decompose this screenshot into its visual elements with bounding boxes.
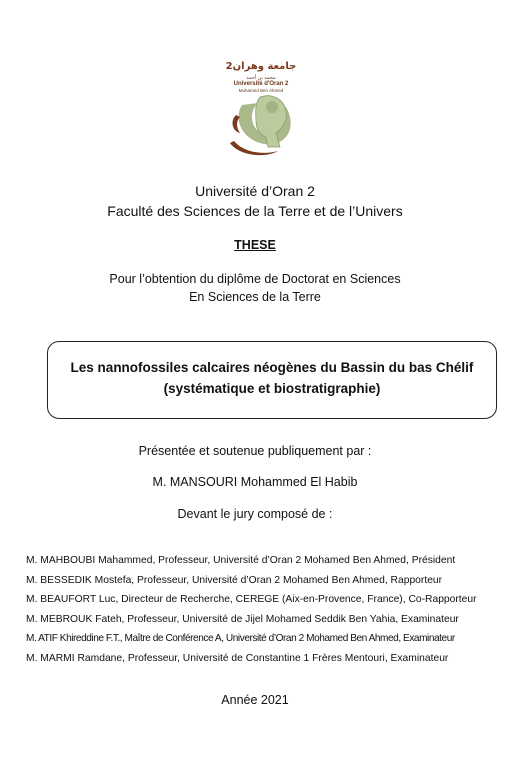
purpose-line-2: En Sciences de la Terre [189, 290, 321, 304]
jury-member: M. MEBROUK Fateh, Professeur, Université de Jijel Mohamed Seddik Ben Yahia, Examinateur [26, 613, 459, 625]
faculty-name: Faculté des Sciences de la Terre et de l’Univers [107, 203, 403, 219]
year-label: Année 2021 [221, 693, 289, 707]
jury-member: M. ATIF Khireddine F.T., Maître de Conférence A, Université d’Oran 2 Mohamed Ben Ahmed, Examinateur [26, 633, 455, 645]
university-name: Université d’Oran 2 [195, 183, 315, 199]
jury-member: M. BEAUFORT Luc, Directeur de Recherche, CEREGE (Aix-en-Provence, France), Co-Rapporteur [26, 594, 477, 606]
jury-member: M. BESSEDIK Mostefa, Professeur, Université d’Oran 2 Mohamed Ben Ahmed, Rapporteur [26, 574, 443, 586]
author-name: M. MANSOURI Mohammed El Habib [152, 475, 358, 489]
presented-by-label: Présentée et soutenue publiquement par : [138, 444, 372, 458]
jury-member: M. MARMI Ramdane, Professeur, Université de Constantine 1 Frères Mentouri, Examinateur [26, 652, 449, 664]
these-heading: THESE [234, 238, 276, 252]
thesis-title-box [47, 341, 497, 419]
logo-univ-label: Université d'Oran 2 [233, 81, 289, 87]
thesis-title-line-2: (systématique et biostratigraphie) [163, 381, 381, 396]
purpose-line-1: Pour l’obtention du diplôme de Doctorat en Sciences [109, 272, 401, 286]
university-logo [220, 55, 302, 160]
logo-ben-ahmed-label: Mohamed Ben Ahmed [238, 88, 284, 93]
jury-intro-label: Devant le jury composé de : [177, 507, 333, 521]
jury-list [26, 551, 506, 669]
jury-member: M. MAHBOUBI Mahammed, Professeur, Université d’Oran 2 Mohamed Ben Ahmed, Président [26, 555, 456, 566]
logo-arabic-name: جامعة وهران2 [225, 61, 297, 72]
logo-arabic-subtitle: محمد بن أحمد [246, 75, 276, 81]
thesis-title-line-1: Les nannofossiles calcaires néogènes du Bassin du bas Chélif [70, 360, 474, 375]
